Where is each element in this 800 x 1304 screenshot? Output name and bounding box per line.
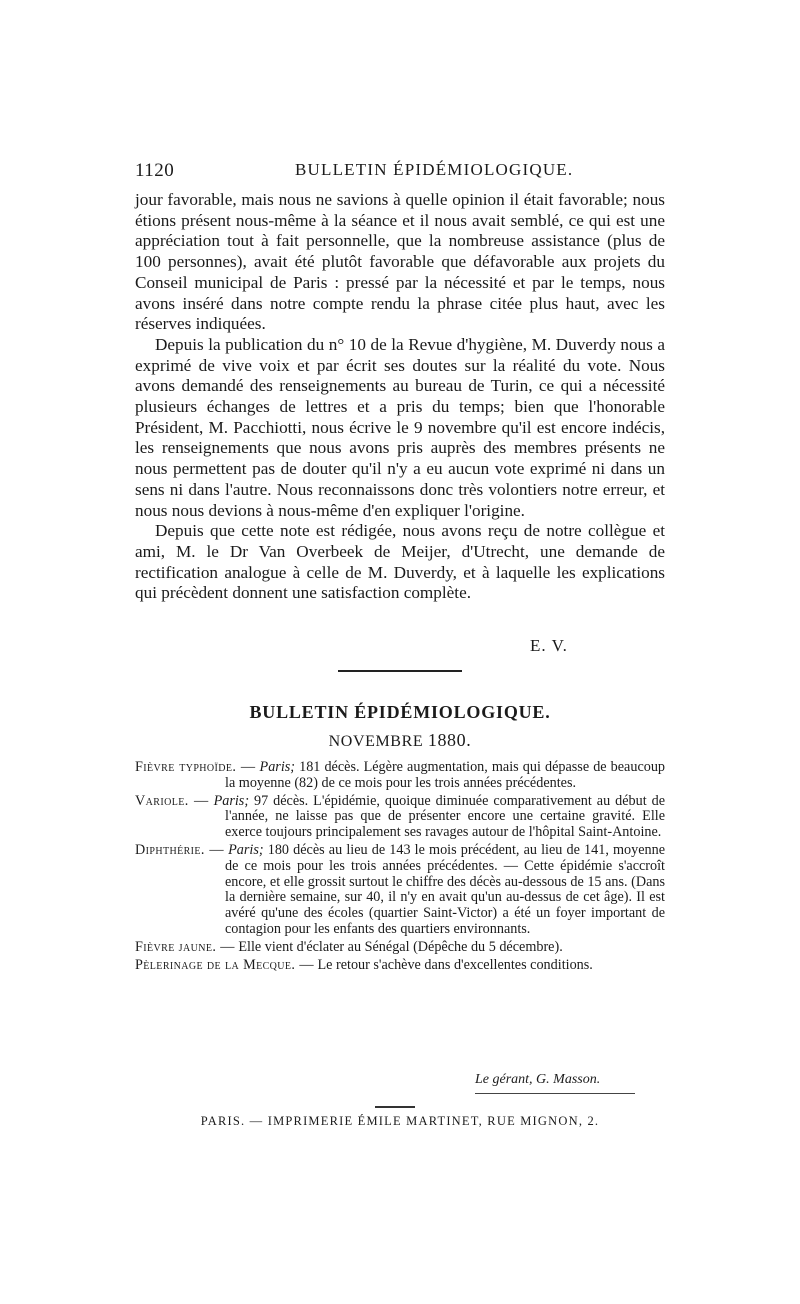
bulletin-year: 1880. bbox=[427, 730, 472, 750]
running-title: BULLETIN ÉPIDÉMIOLOGIQUE. bbox=[295, 160, 574, 179]
entry-text: 97 décès. L'épidémie, quoique diminuée comparativement au début de l'année, ne laisse pas que de présenter encore une certaine gravité. Elle exerce toujours principalement ses ravages autour de l'hôpital Saint-Antoine. bbox=[225, 792, 666, 841]
gerant-text: Le gérant, G. Masson. bbox=[475, 1072, 601, 1087]
entry-disease: Variole. — bbox=[135, 792, 209, 809]
entry-disease: Pèlerinage de la Mecque. — bbox=[135, 956, 314, 973]
signature-rule bbox=[475, 1093, 635, 1094]
entry-text: Le retour s'achève dans d'excellentes conditions. bbox=[317, 956, 593, 973]
footer-divider bbox=[375, 1106, 415, 1108]
entry-disease: Fièvre typhoïde. — bbox=[135, 759, 256, 775]
bulletin-entry bbox=[135, 958, 665, 974]
page-header bbox=[135, 160, 665, 182]
author-signature: E. V. bbox=[530, 636, 568, 655]
entry-place: Paris; bbox=[228, 841, 264, 858]
bulletin-entry bbox=[135, 760, 665, 792]
entry-disease: Diphthérie. — bbox=[135, 841, 224, 858]
entry-place: Paris; bbox=[259, 759, 295, 775]
body-paragraph: jour favorable, mais nous ne savions à quelle opinion il était favorable; nous étions présent nous-même à la séance et il nous avait semblé, ce qui est une appréciation tout à fait personnelle, que la nombreuse assistance (plus de 100 personnes), avait été plutôt favorable que défavorable aux projets du Conseil municipal de Paris : pressé par la nécessité et par le temps, nous avons inséré dans notre compte rendu la phrase citée plus haut, avec les réserves indiquées. bbox=[135, 190, 665, 334]
section-divider bbox=[338, 670, 462, 672]
entry-text: 180 décès au lieu de 143 le mois précédent, au lieu de 141, moyenne de ce mois pour les trois années précédentes. — Cette épidémie s'accroît encore, et elle grossit surtout le chiffre des décès au-dessous de 15 ans. (Dans la dernière semaine, sur 40, il n'y en avait qu'un au-dessus de cet âge). Il est avéré qu'une des écoles (quartier Saint-Victor) a été un foyer important de contagion pour les enfants des quartiers environnants. bbox=[225, 841, 666, 937]
bulletin-month: NOVEMBRE bbox=[328, 733, 424, 750]
bulletin-entries bbox=[135, 760, 665, 975]
article-body bbox=[135, 190, 665, 604]
bulletin-entry bbox=[135, 940, 665, 956]
entry-text: Elle vient d'éclater au Sénégal (Dépêche du 5 décembre). bbox=[238, 938, 563, 955]
printer-imprint: PARIS. — IMPRIMERIE ÉMILE MARTINET, RUE MIGNON, 2. bbox=[200, 1114, 600, 1128]
entry-place: Paris; bbox=[213, 792, 250, 809]
entry-disease: Fièvre jaune. — bbox=[135, 938, 235, 955]
bulletin-entry bbox=[135, 843, 665, 938]
publisher-signature bbox=[475, 1072, 600, 1088]
bulletin-entry bbox=[135, 794, 665, 841]
bulletin-date bbox=[135, 730, 665, 751]
entry-text: 181 décès. Légère augmentation, mais qui dépasse de beaucoup la moyenne (82) de ce mois pour les trois années précédentes. bbox=[225, 759, 666, 791]
bulletin-title: BULLETIN ÉPIDÉMIOLOGIQUE. bbox=[249, 702, 551, 722]
body-paragraph: Depuis que cette note est rédigée, nous avons reçu de notre collègue et ami, M. le Dr Van Overbeek de Meijer, d'Utrecht, une demande de rectification analogue à celle de M. Duverdy, et à laquelle les explications qui précèdent donnent une satisfaction complète. bbox=[135, 521, 665, 603]
page-number: 1120 bbox=[135, 160, 175, 181]
body-paragraph: Depuis la publication du n° 10 de la Revue d'hygiène, M. Duverdy nous a exprimé de vive voix et par écrit ses doutes sur la réalité du vote. Nous avons demandé des renseignements au bureau de Turin, ce qui a nécessité plusieurs échanges de lettres et a pris du temps; bien que l'honorable Président, M. Pacchiotti, nous écrive le 9 novembre qu'il est encore indécis, les renseignements que nous avons pris auprès des membres présents ne nous permettent pas de douter qu'il n'y a eu aucun vote exprimé ni dans un sens ni dans l'autre. Nous reconnaissons donc très volontiers notre erreur, et nous nous devions à nous-même d'en expliquer l'origine. bbox=[135, 334, 665, 520]
